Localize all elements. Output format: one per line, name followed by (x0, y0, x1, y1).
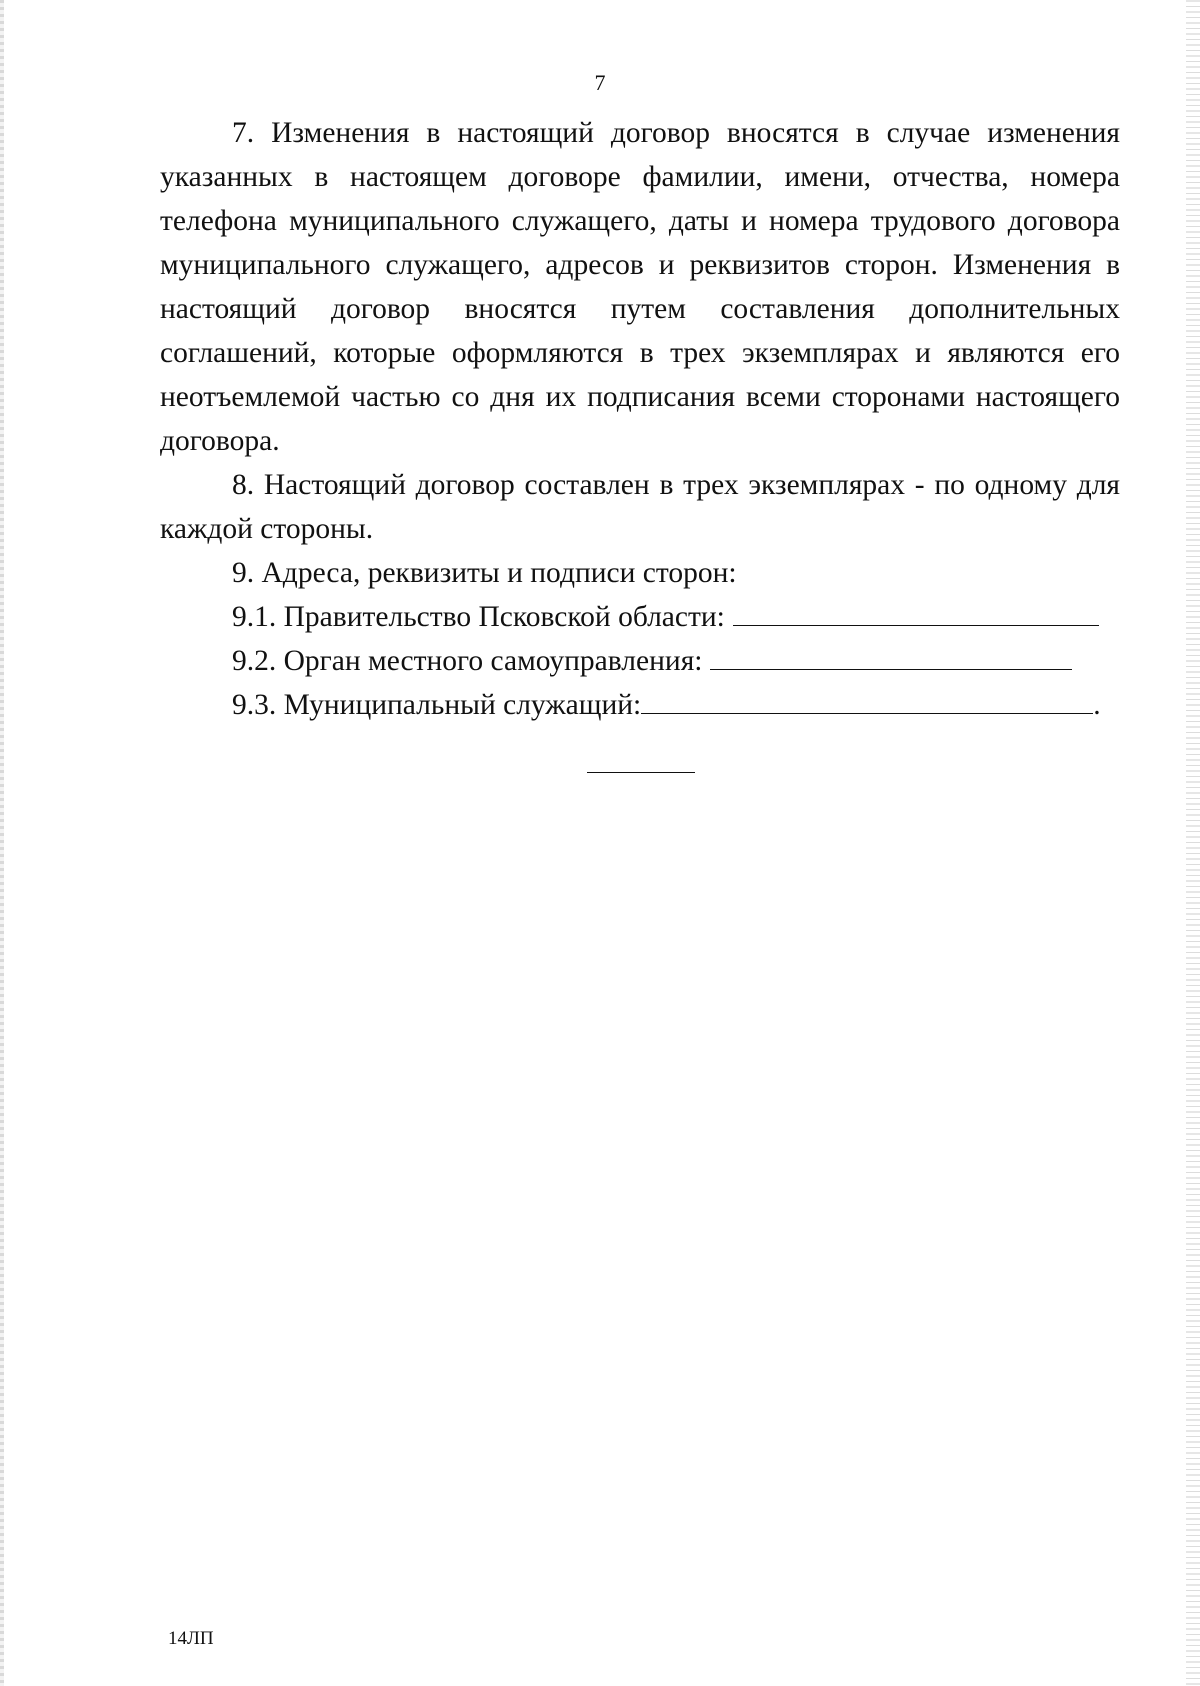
end-of-document-rule (587, 772, 695, 773)
paragraph-9 (160, 551, 1120, 595)
paragraph-8: 8. Настоящий договор составлен в трех экземплярах - по одному для каждой стороны. (160, 469, 1120, 545)
document-body (160, 111, 1120, 727)
scan-edge-right (1186, 0, 1200, 1686)
signature-line-employee (160, 683, 1120, 727)
signature-blank-employee (641, 712, 1093, 714)
paragraph-9-text: 9. Адреса, реквизиты и подписи сторон: (232, 557, 737, 589)
signature-line-government (160, 595, 1120, 639)
page-number: 7 (594, 70, 606, 95)
scan-edge-left (0, 0, 4, 1686)
signature-label-local-authority: 9.2. Орган местного самоуправления: (232, 645, 703, 677)
signature-line-local-authority (160, 639, 1120, 683)
signature-line-period: . (1093, 689, 1101, 721)
signature-blank-government (733, 624, 1099, 626)
signature-label-employee: 9.3. Муниципальный служащий: (232, 689, 642, 721)
signature-blank-local-authority (710, 668, 1072, 670)
paragraph-7: 7. Изменения в настоящий договор вносятся в случае изменения указанных в настоящем договоре фамилии, имени, отчества, номера телефона муниципального служащего, даты и номера трудового договора муниципального служащего, адресов и реквизитов сторон. Изменения в настоящий договор вносятся путем составления дополнительных соглашений, которые оформляются в трех экземплярах и являются его неотъемлемой частью со дня их подписания всеми сторонами настоящего договора. (160, 117, 1120, 457)
footer-code: 14ЛП (168, 1628, 214, 1649)
signature-label-government: 9.1. Правительство Псковской области: (232, 601, 725, 633)
